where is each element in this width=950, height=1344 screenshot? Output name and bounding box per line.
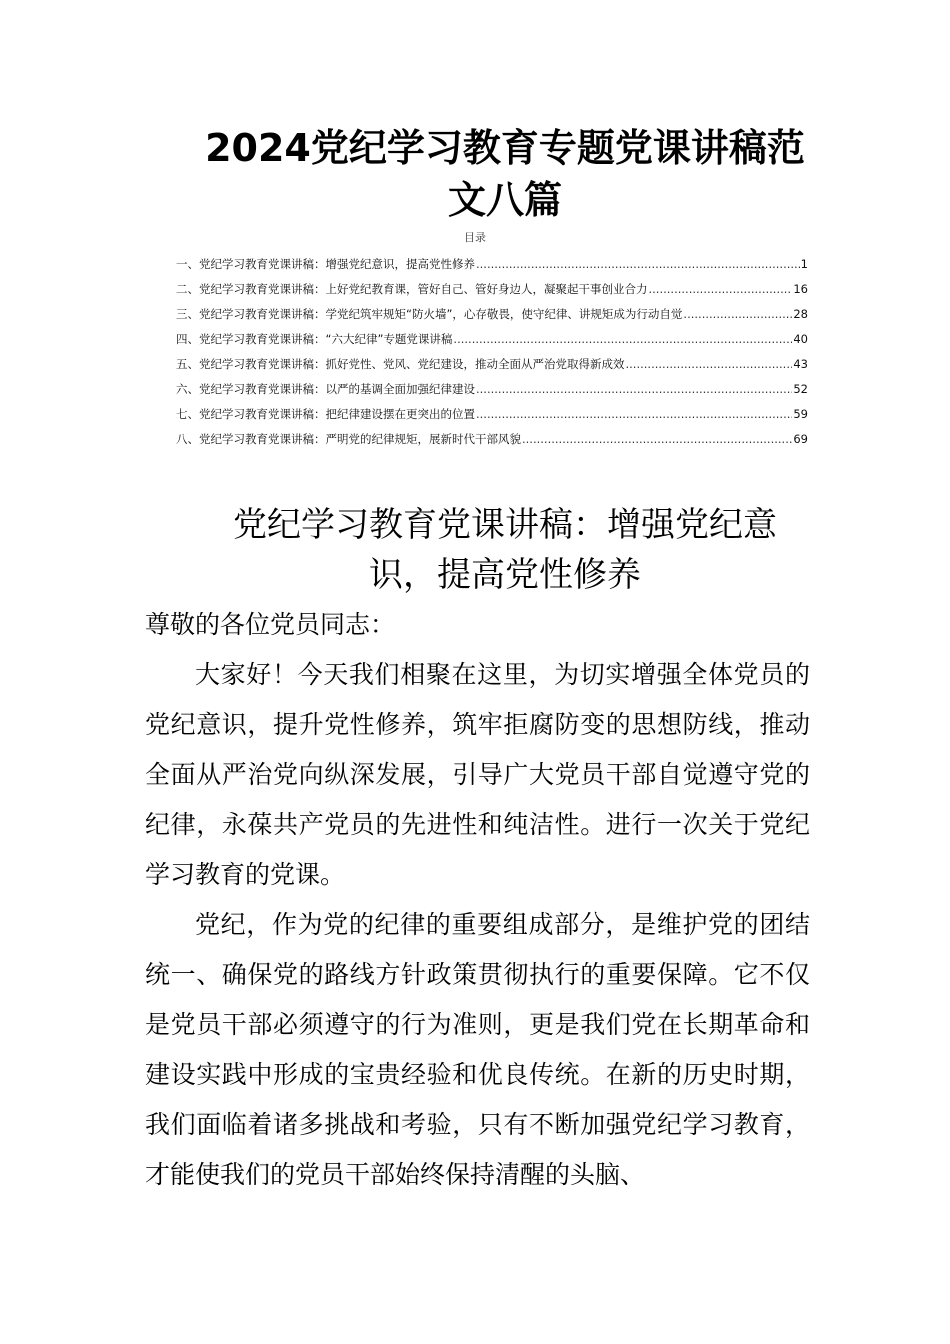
- section-title: 党纪学习教育党课讲稿：增强党纪意识，提高党性修养: [233, 505, 777, 595]
- toc-heading: 目录: [464, 231, 486, 244]
- toc-entry[interactable]: [176, 352, 808, 377]
- paragraph: 大家好！今天我们相聚在这里，为切实增强全体党员的党纪意识，提升党性修养，筑牢拒腐防变的思想防线，推动全面从严治党向纵深发展，引导广大党员干部自觉遵守党的纪律，永葆共产党员的先进性和纯洁性。进行一次关于党纪学习教育的党课。: [145, 660, 810, 889]
- toc-entry-text: 一、党纪学习教育党课讲稿：增强党纪意识，提高党性修养: [176, 257, 475, 271]
- toc-entry-page: 52: [793, 382, 808, 396]
- salutation: 尊敬的各位党员同志：: [145, 610, 396, 639]
- toc-entry[interactable]: [176, 277, 808, 302]
- toc-entry-page: 1: [800, 257, 808, 271]
- toc-entry-text: 二、党纪学习教育党课讲稿：上好党纪教育课，管好自己、管好身边人，凝聚起干事创业合力: [176, 282, 648, 296]
- toc-leader-dots: [683, 302, 792, 327]
- document-title: 2024党纪学习教育专题党课讲稿范文八篇: [205, 126, 805, 222]
- toc-entry-text: 四、党纪学习教育党课讲稿：“六大纪律”专题党课讲稿: [176, 332, 453, 346]
- toc-entry-page: 40: [793, 332, 808, 346]
- toc-leader-dots: [522, 427, 792, 452]
- toc-entry-page: 28: [793, 307, 808, 321]
- toc-entry-text: 三、党纪学习教育党课讲稿：学党纪筑牢规矩“防火墙”，心存敬畏，使守纪律、讲规矩成为行动自觉: [176, 307, 683, 321]
- toc-leader-dots: [476, 402, 792, 427]
- table-of-contents: [176, 252, 808, 452]
- toc-entry[interactable]: [176, 252, 808, 277]
- toc-entry-page: 43: [793, 357, 808, 371]
- toc-entry-page: 16: [793, 282, 808, 296]
- toc-entry[interactable]: [176, 327, 808, 352]
- toc-leader-dots: [453, 327, 792, 352]
- toc-entry-text: 八、党纪学习教育党课讲稿：严明党的纪律规矩，展新时代干部风貌: [176, 432, 521, 446]
- toc-leader-dots: [476, 377, 792, 402]
- toc-entry-page: 59: [793, 407, 808, 421]
- toc-leader-dots: [649, 277, 793, 302]
- toc-entry[interactable]: [176, 402, 808, 427]
- toc-leader-dots: [476, 252, 800, 277]
- toc-entry[interactable]: [176, 427, 808, 452]
- toc-entry-text: 六、党纪学习教育党课讲稿：以严的基调全面加强纪律建设: [176, 382, 475, 396]
- toc-entry-text: 七、党纪学习教育党课讲稿：把纪律建设摆在更突出的位置: [176, 407, 475, 421]
- toc-entry[interactable]: [176, 377, 808, 402]
- toc-entry-page: 69: [793, 432, 808, 446]
- toc-entry-text: 五、党纪学习教育党课讲稿：抓好党性、党风、党纪建设，推动全面从严治党取得新成效: [176, 357, 625, 371]
- body-text: [145, 600, 810, 1200]
- paragraph: 党纪，作为党的纪律的重要组成部分，是维护党的团结统一、确保党的路线方针政策贯彻执行的重要保障。它不仅是党员干部必须遵守的行为准则，更是我们党在长期革命和建设实践中形成的宝贵经验和优良传统。在新的历史时期，我们面临着诸多挑战和考验，只有不断加强党纪学习教育，才能使我们的党员干部始终保持清醒的头脑、: [145, 910, 810, 1189]
- toc-leader-dots: [626, 352, 793, 377]
- toc-entry[interactable]: [176, 302, 808, 327]
